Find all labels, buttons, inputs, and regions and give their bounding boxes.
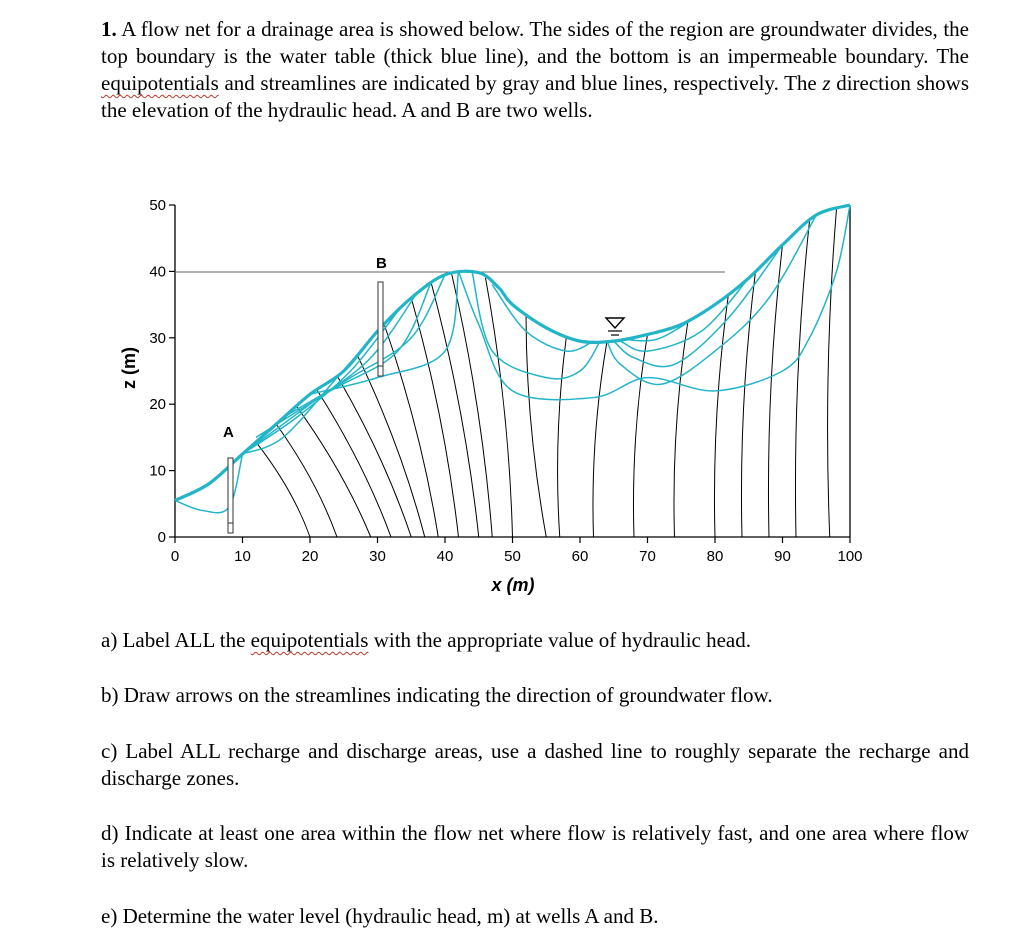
- question-a-equipotentials-word: equipotentials: [250, 628, 369, 652]
- x-tick-label: 60: [571, 548, 589, 565]
- intro-text-a: A flow net for a drainage area is showed below. The sides of the region are groundwater divides, the top boundary is the water table (thick blue line), and the bottom is an impermeable boundary. The: [101, 17, 970, 68]
- well-b-label: B: [376, 255, 387, 272]
- y-tick-label: 10: [149, 462, 166, 480]
- intro-text-c: direction shows the elevation of the hydraulic head. A and B are two wells.: [101, 71, 969, 122]
- problem-statement: [101, 16, 969, 124]
- x-tick-label: 50: [504, 548, 521, 565]
- question-e: e) Determine the water level (hydraulic head, m) at wells A and B.: [101, 904, 659, 928]
- intro-text-b: and streamlines are indicated by gray and blue lines, respectively. The: [218, 71, 823, 95]
- flow-net-figure: [100, 180, 880, 600]
- x-tick-label: 20: [301, 548, 319, 565]
- problem-number: 1.: [101, 17, 117, 41]
- question-b: b) Draw arrows on the streamlines indicating the direction of groundwater flow.: [101, 683, 773, 707]
- y-tick-label: 50: [149, 197, 166, 214]
- x-tick-label: 70: [639, 548, 656, 565]
- x-tick-label: 10: [234, 548, 251, 565]
- question-d: d) Indicate at least one area within the flow net where flow is relatively fast, and one area where flow is relatively slow.: [101, 821, 969, 872]
- x-tick-label: 100: [837, 548, 863, 565]
- well-b: [378, 282, 383, 376]
- y-tick-label: 30: [149, 329, 166, 347]
- question-a: [101, 627, 969, 654]
- x-tick-label: 90: [774, 548, 791, 565]
- intro-z-symbol: z: [822, 71, 831, 95]
- y-tick-label: 0: [157, 529, 166, 546]
- well-a: [228, 458, 233, 533]
- y-tick-label: 20: [149, 396, 166, 414]
- y-tick-label: 40: [149, 263, 166, 281]
- x-tick-label: 0: [170, 548, 180, 565]
- y-axis-title: z (m): [119, 347, 139, 389]
- x-tick-label: 30: [369, 548, 386, 565]
- x-axis-title: x (m): [491, 575, 535, 595]
- x-tick-label: 80: [706, 548, 724, 565]
- question-a-pre: a) Label ALL the: [101, 628, 251, 652]
- intro-equipotentials-word: equipotentials: [101, 71, 219, 95]
- x-tick-label: 40: [436, 548, 454, 565]
- question-a-post: with the appropriate value of hydraulic head.: [368, 628, 751, 652]
- well-a-label: A: [223, 424, 234, 441]
- question-c: c) Label ALL recharge and discharge areas, use a dashed line to roughly separate the recharge and discharge zones.: [101, 739, 969, 790]
